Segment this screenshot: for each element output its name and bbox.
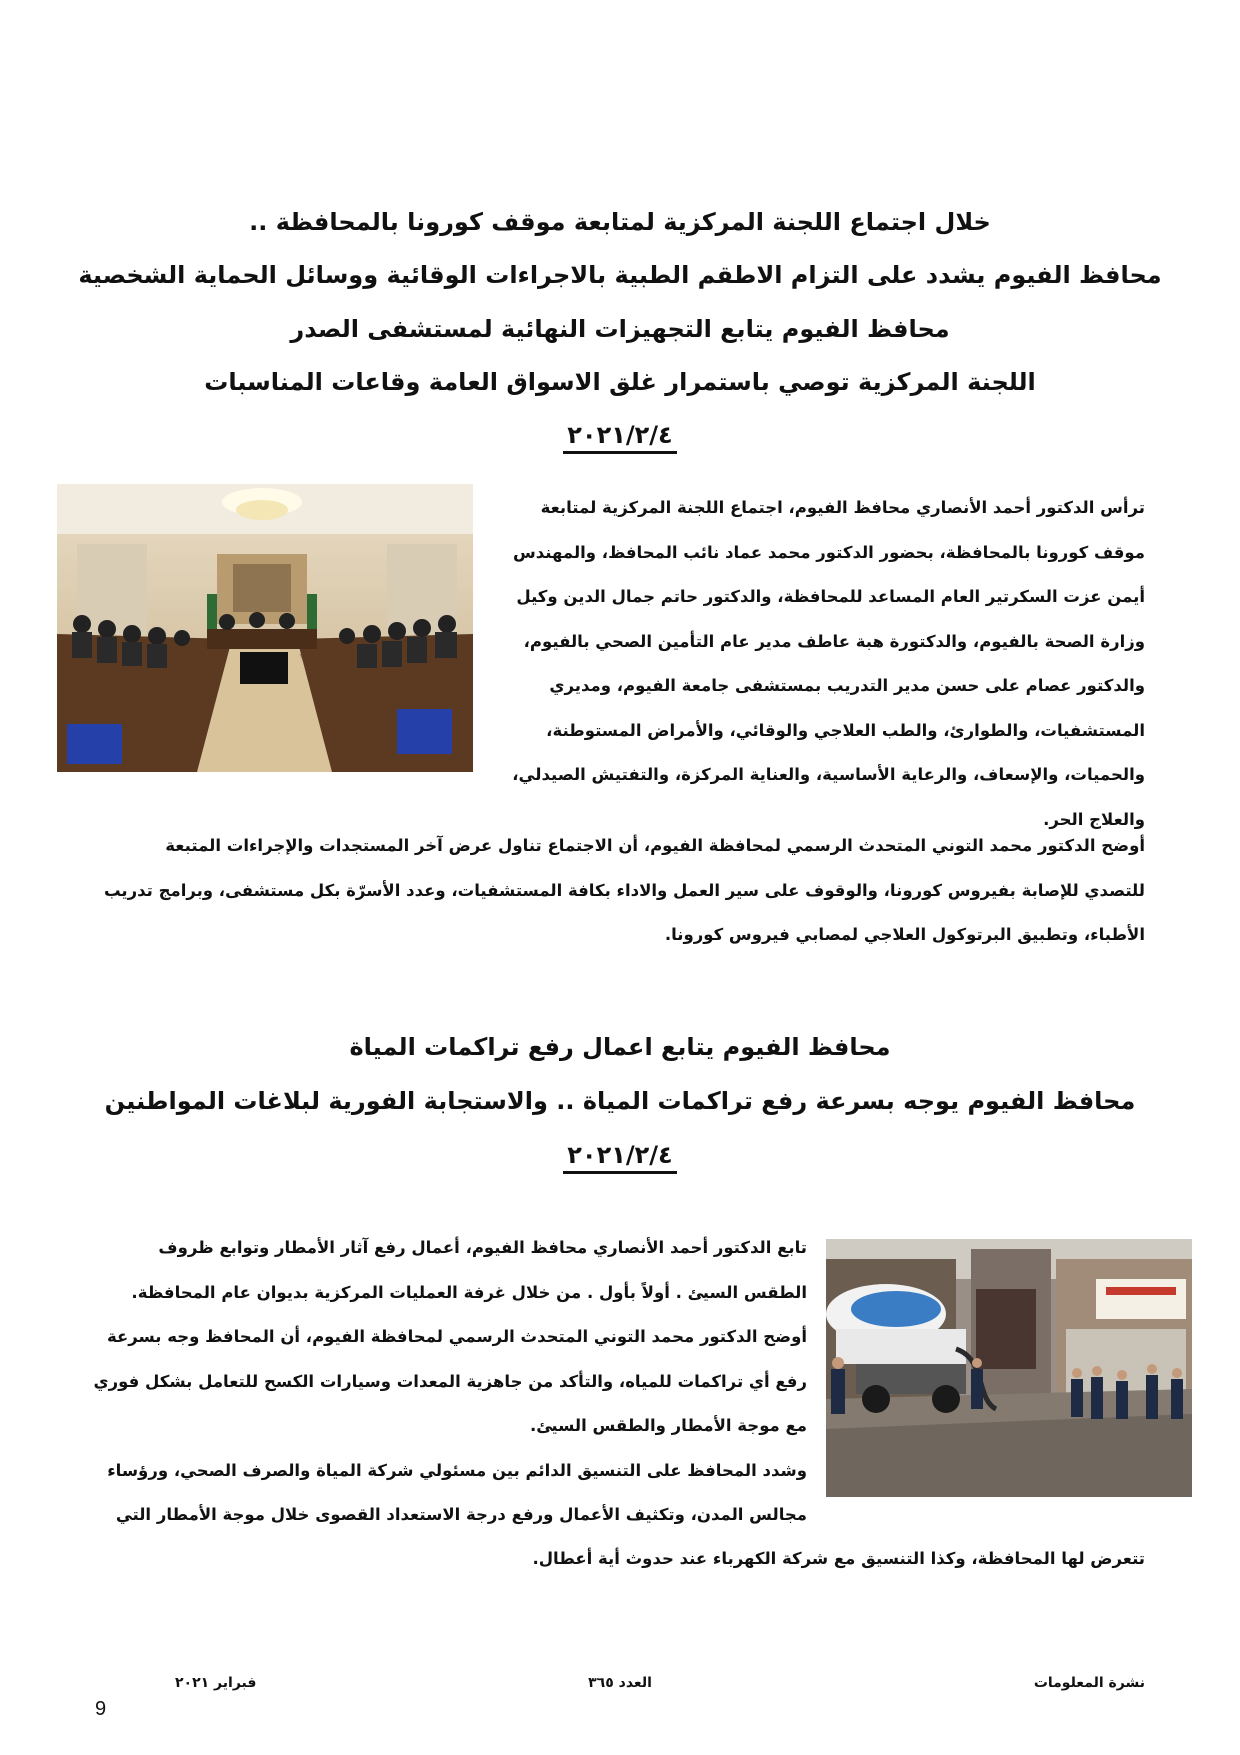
article1-paragraph-1 (490, 486, 1145, 842)
article2-body-line: مع موجة الأمطار والطقس السيئ. (530, 1416, 807, 1435)
footer-month: فبراير ٢٠٢١ (175, 1675, 257, 1691)
article2-date-text: ٢٠٢١/٢/٤ (563, 1141, 676, 1174)
article1-p1-line: موقف كورونا بالمحافظة، بحضور الدكتور محمد عماد نائب المحافظ، والمهندس (512, 542, 1145, 562)
article2-headline-2: محافظ الفيوم يوجه بسرعة رفع تراكمات المياة .. والاستجابة الفورية لبلاغات المواطنين (104, 1087, 1136, 1115)
article1-headline-4: اللجنة المركزية توصي باستمرار غلق الاسواق العامة وقاعات المناسبات (204, 368, 1036, 396)
article1-headline-1: خلال اجتماع اللجنة المركزية لمتابعة موقف كورونا بالمحافظة .. (249, 208, 991, 236)
article2-headline-1: محافظ الفيوم يتابع اعمال رفع تراكمات المياة (349, 1033, 891, 1061)
article2-body-line: مجالس المدن، وتكثيف الأعمال ورفع درجة الاستعداد القصوى خلال موجة الأمطار التي (115, 1505, 807, 1524)
article2-date (0, 1138, 1240, 1172)
article2-body-line: رفع أي تراكمات للمياه، والتأكد من جاهزية المعدات وسيارات الكسح للتعامل بشكل فوري (93, 1371, 807, 1391)
article1-p1-line: ترأس الدكتور أحمد الأنصاري محافظ الفيوم، اجتماع اللجنة المركزية لمتابعة (540, 498, 1145, 517)
article2-body-line: الطقس السيئ . أولاً بأول . من خلال غرفة العمليات المركزية بديوان عام المحافظة. (131, 1282, 807, 1302)
article1-p1-line: والحميات، والإسعاف، والرعاية الأساسية، والعناية المركزة، والتفتيش الصيدلي، (512, 765, 1145, 784)
article1-p2-line: أوضح الدكتور محمد التوني المتحدث الرسمي لمحافظة الفيوم، أن الاجتماع تناول عرض آخر المستجدات والإجراءات المتبعة (165, 836, 1145, 855)
page-number: 9 (95, 1698, 107, 1720)
footer-issue: العدد ٣٦٥ (588, 1675, 652, 1691)
article2-body-line: أوضح الدكتور محمد التوني المتحدث الرسمي لمحافظة الفيوم، أن المحافظ وجه بسرعة (106, 1327, 807, 1346)
article1-date (0, 418, 1240, 452)
article2-body-line: وشدد المحافظ على التنسيق الدائم بين مسئولي شركة المياة والصرف الصحي، ورؤساء (107, 1460, 807, 1480)
article2-last-line (92, 1537, 1145, 1582)
article1-paragraph-2 (92, 824, 1145, 958)
article1-p1-line: والدكتور عصام على حسن مدير التدريب بمستشفى جامعة الفيوم، ومديري (549, 676, 1145, 695)
article2-body-line: تابع الدكتور أحمد الأنصاري محافظ الفيوم، أعمال رفع آثار الأمطار وتوابع ظروف (158, 1238, 807, 1257)
article1-headline-3: محافظ الفيوم يتابع التجهيزات النهائية لمستشفى الصدر (290, 315, 950, 343)
article1-p1-line: المستشفيات، والطوارئ، والطب العلاجي والوقائي، والأمراض المستوطنة، (546, 720, 1145, 740)
footer-publication: نشرة المعلومات (1033, 1675, 1145, 1691)
article1-date-text: ٢٠٢١/٢/٤ (563, 421, 676, 454)
article1-p1-line: أيمن عزت السكرتير العام المساعد للمحافظة، والدكتور حاتم جمال الدين وكيل (516, 587, 1145, 606)
article1-headline-2: محافظ الفيوم يشدد على التزام الاطقم الطبية بالاجراءات الوقائية ووسائل الحماية الشخصية (78, 261, 1162, 289)
article1-p1-line: والعلاج الحر. (1043, 809, 1145, 829)
article2-body (92, 1226, 807, 1538)
street-flooding-photo (826, 1239, 1192, 1497)
article1-p2-line: للتصدي للإصابة بفيروس كورونا، والوقوف على سير العمل والاداء بكافة المستشفيات، وعدد الأسرّة بكل مستشفى، وبرامج تدريب (103, 880, 1145, 900)
article2-last-line-text: تتعرض لها المحافظة، وكذا التنسيق مع شركة الكهرباء عند حدوث أية أعطال. (532, 1549, 1145, 1568)
article1-p1-line: وزارة الصحة بالفيوم، والدكتورة هبة عاطف مدير عام التأمين الصحي بالفيوم، (523, 631, 1145, 651)
article1-p2-line: الأطباء، وتطبيق البرتوكول العلاجي لمصابي فيروس كورونا. (664, 925, 1145, 944)
meeting-room-photo (57, 484, 473, 772)
